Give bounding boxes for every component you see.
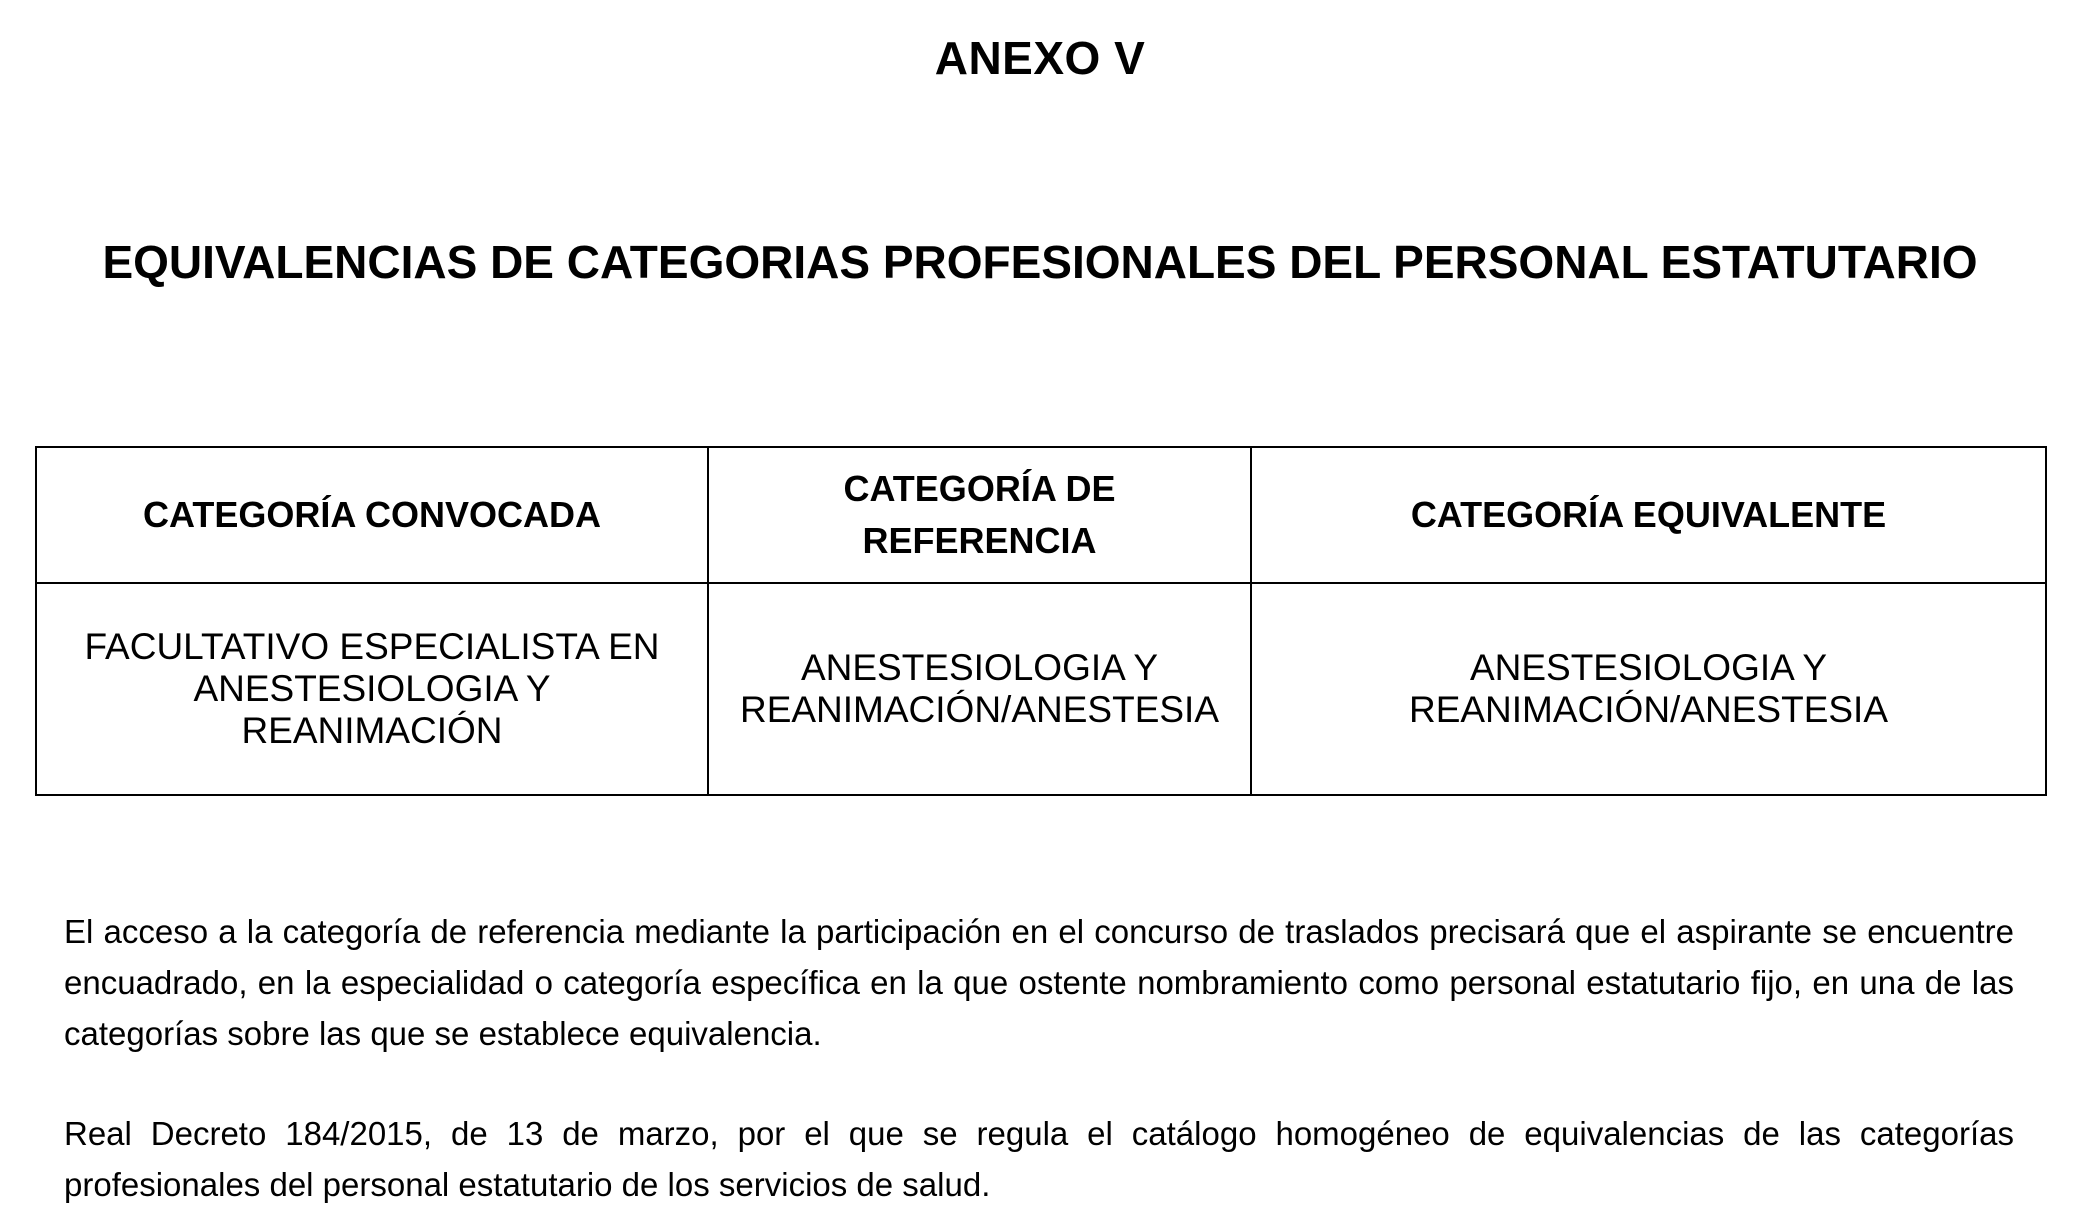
document-title: EQUIVALENCIAS DE CATEGORIAS PROFESIONALES DEL PERSONAL ESTATUTARIO: [102, 236, 1978, 288]
cell-categoria-equivalente: ANESTESIOLOGIA Y REANIMACIÓN/ANESTESIA: [1251, 583, 2046, 795]
table-row: [36, 583, 2046, 795]
header-categoria-referencia: CATEGORÍA DE REFERENCIA: [708, 447, 1251, 583]
header-categoria-equivalente: CATEGORÍA EQUIVALENTE: [1251, 447, 2046, 583]
decree-paragraph: Real Decreto 184/2015, de 13 de marzo, por el que se regula el catálogo homogéneo de equivalencias de las categorías profesionales del personal estatutario de los servicios de salud.: [64, 1115, 2014, 1203]
annex-title: ANEXO V: [934, 32, 1146, 84]
cell-categoria-convocada: FACULTATIVO ESPECIALISTA EN ANESTESIOLOGIA Y REANIMACIÓN: [36, 583, 708, 795]
access-paragraph: El acceso a la categoría de referencia mediante la participación en el concurso de traslados precisará que el aspirante se encuentre encuadrado, en la especialidad o categoría específica en la que ostente nombramiento como personal estatutario fijo, en una de las categorías sobre las que se establece equivalencia.: [64, 913, 2014, 1052]
table-header-row: [36, 447, 2046, 583]
header-categoria-convocada: CATEGORÍA CONVOCADA: [36, 447, 708, 583]
cell-categoria-referencia: ANESTESIOLOGIA Y REANIMACIÓN/ANESTESIA: [708, 583, 1251, 795]
equivalence-table: [35, 446, 2047, 796]
